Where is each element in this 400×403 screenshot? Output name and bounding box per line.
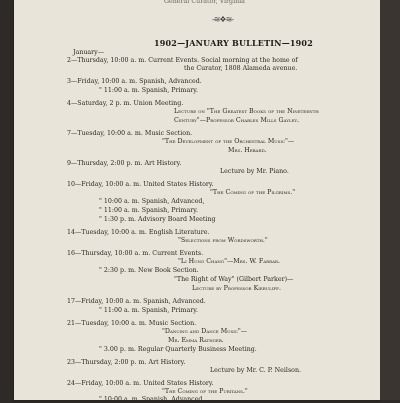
bulletin-title: 1902—JANUARY BULLETIN—1902 xyxy=(154,38,313,48)
entry-line: 17—Friday, 10:00 a. m. Spanish, Advanced. xyxy=(67,298,206,305)
curator-header-line: General Curator, Virginia xyxy=(164,0,245,5)
entry-line: 7—Tuesday, 10:00 a. m. Music Section. xyxy=(67,130,193,137)
entry-line: 23—Thursday, 2:00 p. m. Art History. xyxy=(67,359,186,366)
bulletin-page xyxy=(14,0,380,403)
ornament-divider: -≋❖≋- xyxy=(212,15,233,24)
entry-line: " 2:30 p. m. New Book Section. xyxy=(99,267,199,274)
entry-line: 2—Thursday, 10:00 a. m. Current Events. Social morning at the home of xyxy=(67,57,298,64)
entry-line: "Dancing and Dance Music"— xyxy=(162,328,248,335)
entry-line: " 11:00 a. m. Spanish, Primary. xyxy=(99,307,198,314)
entry-line: the Curator, 1808 Alameda avenue. xyxy=(184,65,298,72)
entry-line: Century"—Professor Charles Mills Gayley. xyxy=(174,117,300,124)
entry-line: 24—Friday, 10:00 a. m. United States History. xyxy=(67,380,214,387)
entry-line: "The Right of Way" (Gilbert Parker)— xyxy=(174,276,294,283)
entry-line: "Li Hung Chang"—Mrs. W. Farrar. xyxy=(178,258,281,265)
entry-line: 3—Friday, 10:00 a. m. Spanish, Advanced. xyxy=(67,78,202,85)
entry-line: Lecture on "The Greatest Books of the Nineteenth xyxy=(174,108,319,115)
entry-line: 10—Friday, 10:00 a. m. United States History. xyxy=(67,181,214,188)
entry-line: 4—Saturday, 2 p. m. Union Meeting. xyxy=(67,100,184,107)
entry-line: " 10:00 a. m. Spanish, Advanced, xyxy=(99,198,205,205)
month-label: January— xyxy=(73,49,105,56)
entry-line: " 3.00 p. m. Regular Quarterly Business Meeting. xyxy=(99,346,257,353)
entry-line: " 1:30 p. m. Advisory Board Meeting xyxy=(99,216,216,223)
entry-line: Mrs. Hebard. xyxy=(228,147,267,154)
entry-line: Lecture by Mr. C. P. Neilson. xyxy=(210,367,302,374)
entry-line: 9—Thursday, 2:00 p. m. Art History. xyxy=(67,160,182,167)
entry-line: "Selections from Wordsworth." xyxy=(178,237,268,244)
entry-line: " 11:00 a. m. Spanish, Primary. xyxy=(99,87,198,94)
entry-line: "The Development of the Orchestral Music"— xyxy=(162,138,295,145)
entry-line: " 10:00 a. m. Spanish, Advanced xyxy=(99,396,203,403)
entry-line: 21—Tuesday, 10:00 a. m. Music Section. xyxy=(67,320,197,327)
entry-line: "The Coming of the Puritans." xyxy=(162,388,248,395)
entry-line: Lecture by Professor Kieruliff. xyxy=(192,285,281,292)
entry-line: " 11:00 a. m. Spanish, Primary. xyxy=(99,207,198,214)
entry-line: 14—Tuesday, 10:00 a. m. English Literature. xyxy=(67,229,210,236)
entry-line: Mr. Emma Rathgeb. xyxy=(168,337,224,344)
background-edge xyxy=(380,0,400,400)
entry-line: 16—Thursday, 10:00 a. m. Current Events. xyxy=(67,250,204,257)
entry-line: Lecture by Mr. Piano. xyxy=(220,168,289,175)
entry-line: "The Coming of the Pilgrims." xyxy=(210,189,296,196)
